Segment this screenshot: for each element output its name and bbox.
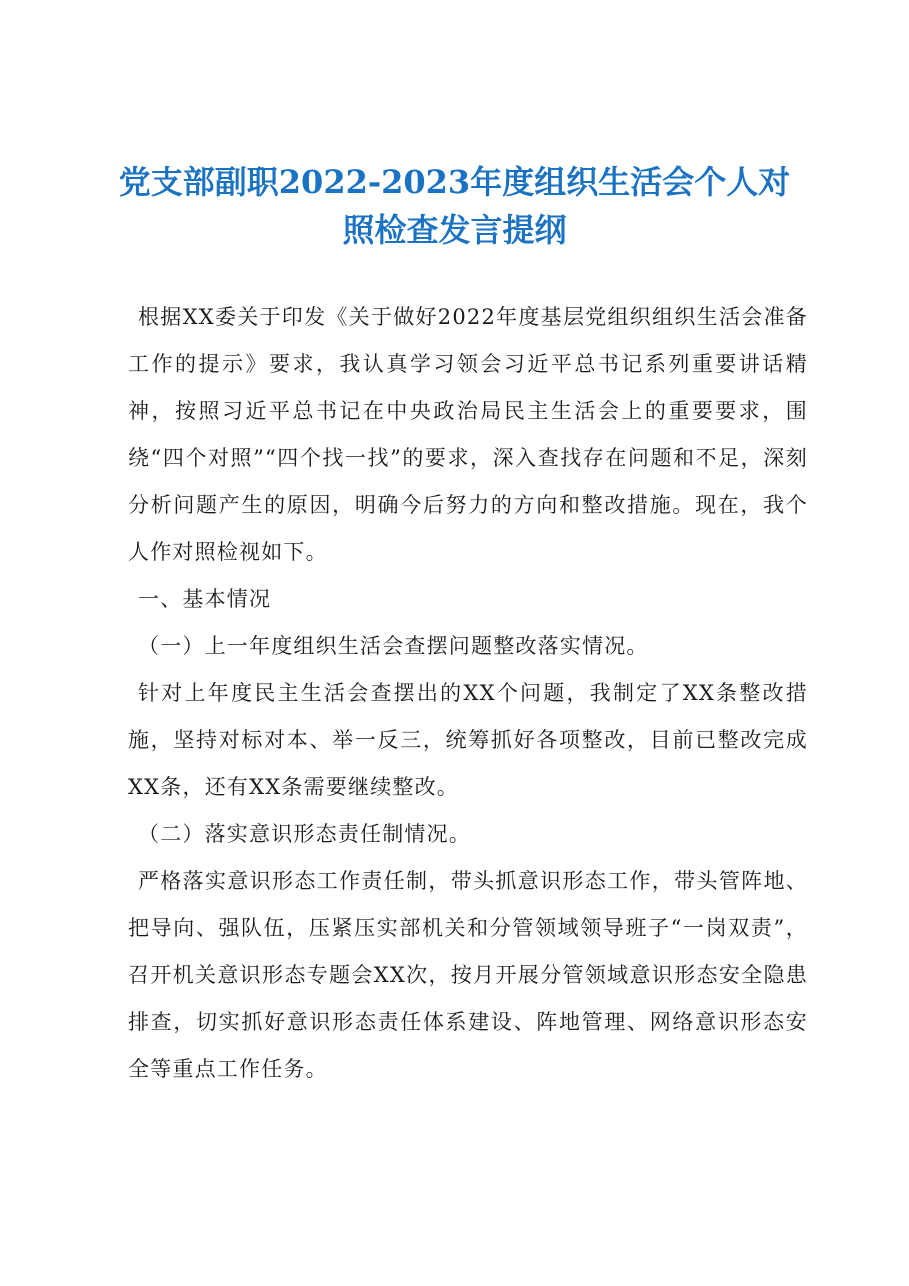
document-title [0, 158, 909, 254]
title-line-2: 照检查发言提纲 [342, 211, 567, 249]
intro-paragraph: 根据XX委关于印发《关于做好2022年度基层党组织组织生活会准备工作的提示》要求，我认真学习领会习近平总书记系列重要讲话精神，按照习近平总书记在中央政治局民主生活会上的重要要求，围绕“四个对照”“四个找一找”的要求，深入查找存在问题和不足，深刻分析问题产生的原因，明确今后努力的方向和整改措施。现在，我个人作对照检视如下。 [128, 305, 808, 564]
subsection-heading-1: （一）上一年度组织生活会查摆问题整改落实情况。 [138, 634, 649, 658]
document-body [128, 294, 808, 1093]
section-heading-basic: 一、基本情况 [138, 587, 272, 611]
subsection-paragraph-2: 严格落实意识形态工作责任制，带头抓意识形态工作，带头管阵地、把导向、强队伍，压紧压实部机关和分管领域领导班子“一岗双责”，召开机关意识形态专题会XX次，按月开展分管领域意识形态安全隐患排查，切实抓好意识形态责任体系建设、阵地管理、网络意识形态安全等重点工作任务。 [128, 869, 808, 1081]
title-line-1: 党支部副职2022-2023年度组织生活会个人对 [118, 163, 791, 201]
subsection-paragraph-1: 针对上年度民主生活会查摆出的XX个问题，我制定了XX条整改措施，坚持对标对本、举一反三，统筹抓好各项整改，目前已整改完成XX条，还有XX条需要继续整改。 [128, 681, 808, 799]
subsection-heading-2: （二）落实意识形态责任制情况。 [138, 822, 471, 846]
